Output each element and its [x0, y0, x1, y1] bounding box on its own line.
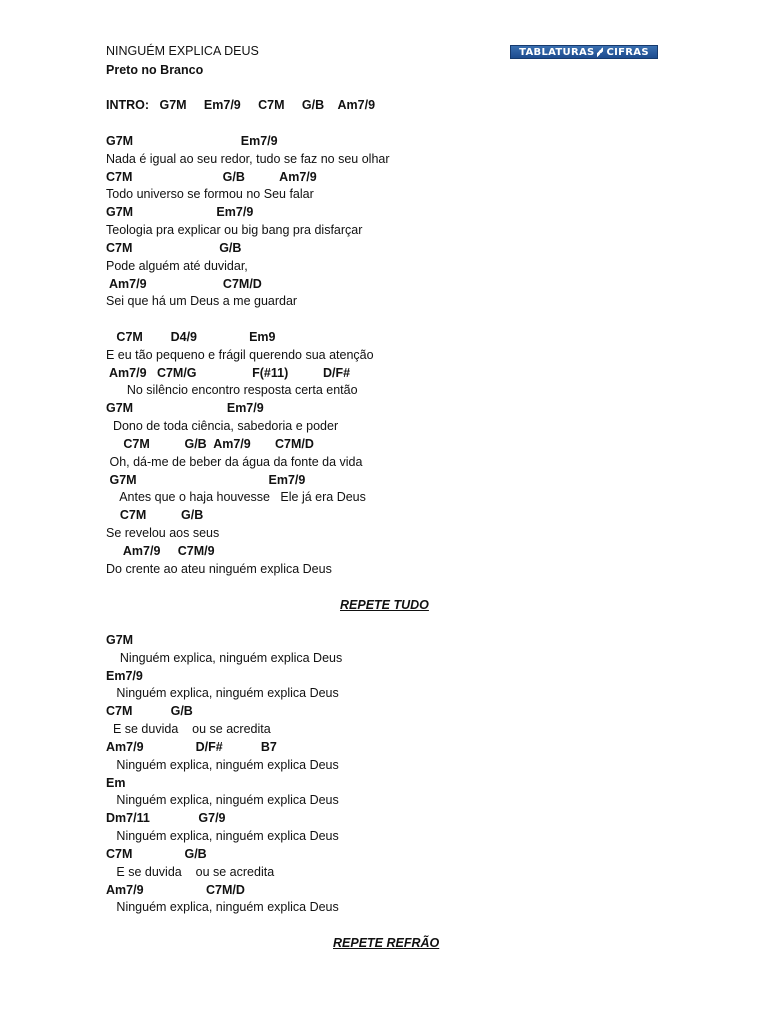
chord-line: Em7/9	[106, 669, 143, 683]
lyric-line: Do crente ao ateu ninguém explica Deus	[106, 562, 332, 576]
lyric-line: No silêncio encontro resposta certa então	[106, 383, 358, 397]
intro-line: INTRO: G7M Em7/9 C7M G/B Am7/9	[106, 98, 376, 112]
lyric-line: Todo universo se formou no Seu falar	[106, 187, 314, 201]
lyric-line: Ninguém explica, ninguém explica Deus	[106, 758, 339, 772]
site-logo	[510, 45, 658, 59]
chord-line: Am7/9 C7M/G F(#11) D/F#	[106, 366, 351, 380]
chord-line: C7M G/B	[106, 508, 204, 522]
lyric-line: E se duvida ou se acredita	[106, 865, 275, 879]
chord-line: Em	[106, 776, 126, 790]
lyric-line: Ninguém explica, ninguém explica Deus	[106, 900, 339, 914]
lyric-line: Se revelou aos seus	[106, 526, 220, 540]
lyric-line: E se duvida ou se acredita	[106, 722, 271, 736]
chord-line: Dm7/11 G7/9	[106, 811, 226, 825]
chord-line: C7M D4/9 Em9	[106, 330, 276, 344]
chord-line: C7M G/B Am7/9 C7M/D	[106, 437, 314, 451]
chord-line: Am7/9 C7M/9	[106, 544, 215, 558]
chord-line: C7M G/B Am7/9	[106, 170, 317, 184]
logo-text-left: TABLATURAS	[519, 46, 595, 58]
chord-line: G7M Em7/9	[106, 473, 306, 487]
chord-line: C7M G/B	[106, 847, 207, 861]
lyric-line: Pode alguém até duvidar,	[106, 259, 248, 273]
lyric-line: Antes que o haja houvesse Ele já era Deus	[106, 490, 366, 504]
repete-refrao-label: REPETE REFRÃO	[333, 936, 440, 950]
lyric-line: Ninguém explica, ninguém explica Deus	[106, 793, 339, 807]
chord-line: C7M G/B	[106, 704, 193, 718]
song-title: NINGUÉM EXPLICA DEUS	[106, 44, 259, 58]
chord-line: G7M Em7/9	[106, 134, 278, 148]
lyric-line: Dono de toda ciência, sabedoria e poder	[106, 419, 339, 433]
repete-tudo-label: REPETE TUDO	[340, 598, 429, 612]
lyric-line: Ninguém explica, ninguém explica Deus	[106, 686, 339, 700]
lyric-line: Nada é igual ao seu redor, tudo se faz no seu olhar	[106, 152, 390, 166]
chord-line: Am7/9 C7M/D	[106, 883, 245, 897]
logo-slash-icon	[597, 45, 603, 59]
lyric-line: Oh, dá-me de beber da água da fonte da vida	[106, 455, 363, 469]
lyric-line: E eu tão pequeno e frágil querendo sua atenção	[106, 348, 374, 362]
artist-name: Preto no Branco	[106, 63, 204, 77]
chord-line: G7M Em7/9	[106, 205, 254, 219]
chord-line: G7M Em7/9	[106, 401, 264, 415]
lyric-line: Sei que há um Deus a me guardar	[106, 294, 298, 308]
chord-line: G7M	[106, 633, 134, 647]
chord-line: Am7/9 D/F# B7	[106, 740, 277, 754]
lyric-line: Ninguém explica, ninguém explica Deus	[106, 829, 339, 843]
chord-line: C7M G/B	[106, 241, 242, 255]
lyric-line: Teologia pra explicar ou big bang pra disfarçar	[106, 223, 363, 237]
lyric-line: Ninguém explica, ninguém explica Deus	[106, 651, 343, 665]
chord-line: Am7/9 C7M/D	[106, 277, 262, 291]
logo-text-right: CIFRAS	[606, 46, 649, 58]
